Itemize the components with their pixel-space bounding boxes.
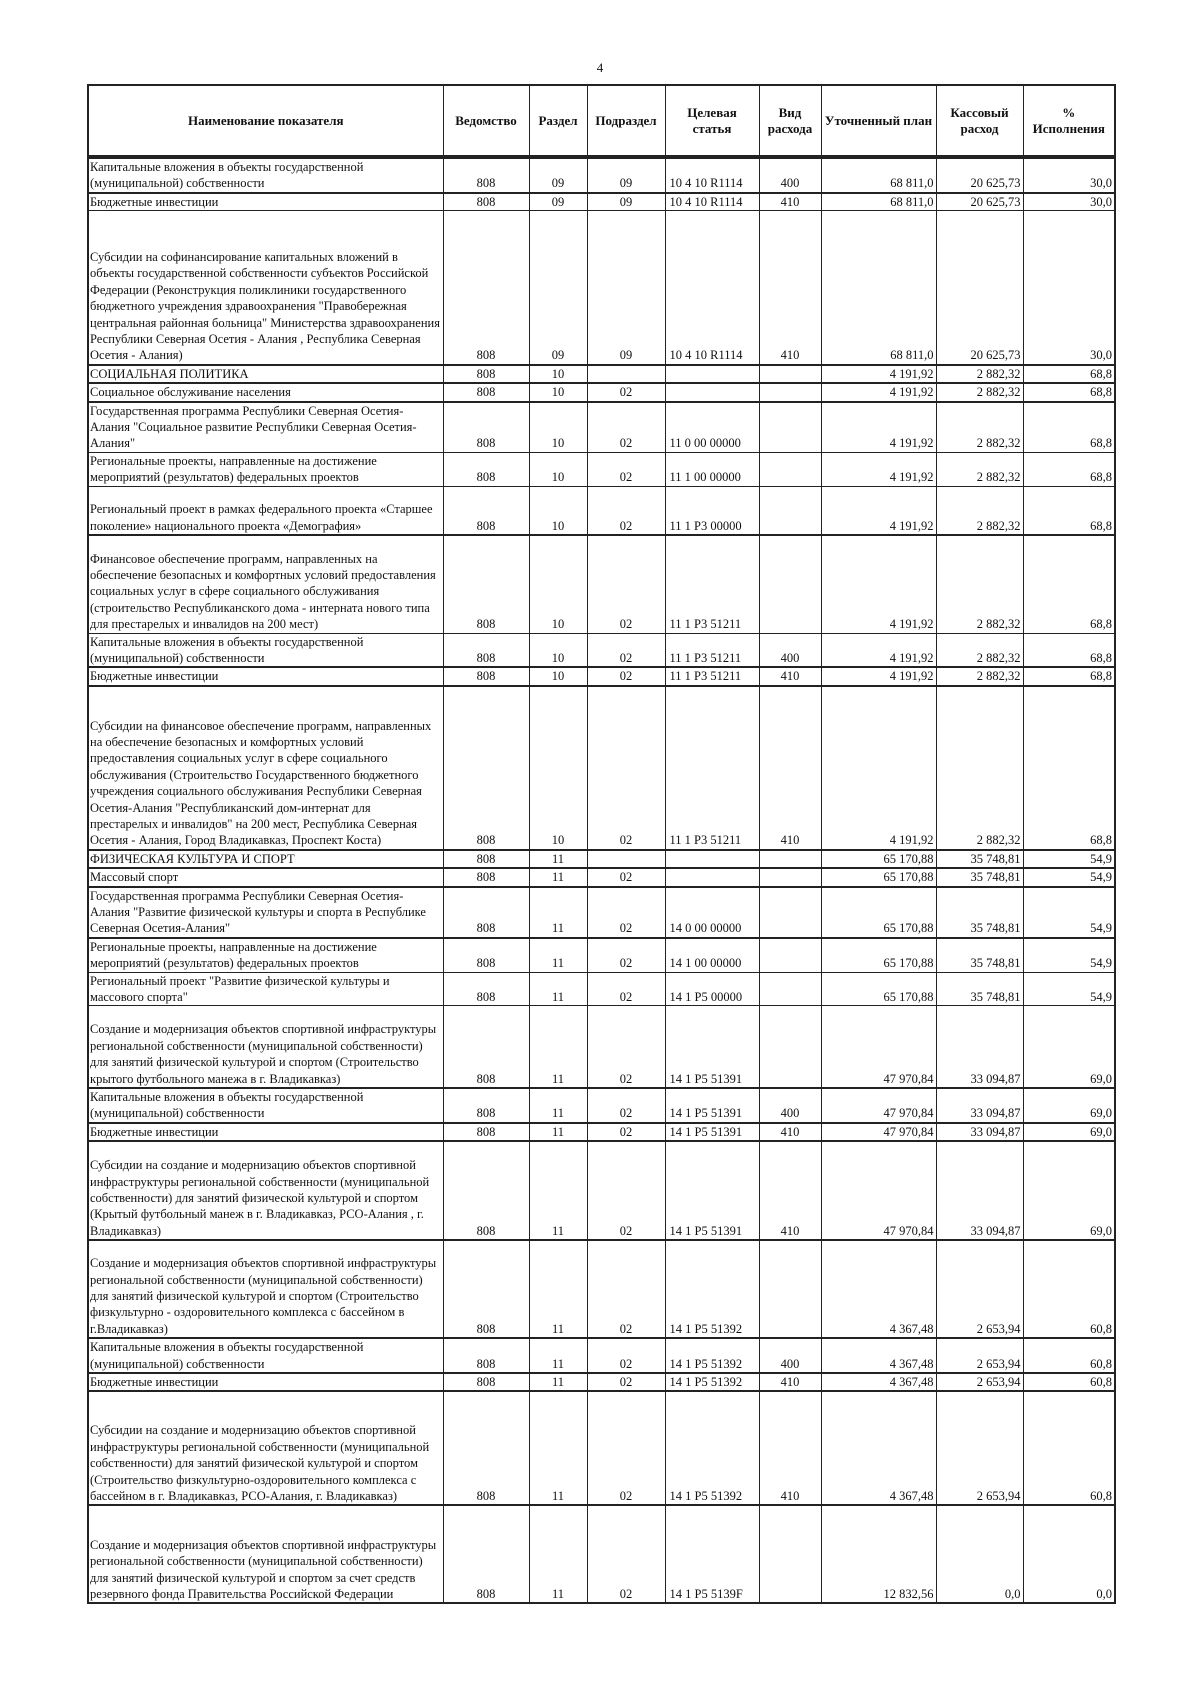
cell-plan: 65 170,88	[821, 850, 936, 868]
cell-dept: 808	[443, 667, 529, 685]
cell-dept: 808	[443, 535, 529, 633]
cell-name: Социальное обслуживание населения	[88, 383, 443, 401]
cell-dept: 808	[443, 1338, 529, 1373]
cell-section: 11	[529, 887, 587, 938]
cell-kind: 410	[759, 667, 821, 685]
cell-subsection: 02	[587, 1373, 665, 1391]
cell-spent: 33 094,87	[936, 1088, 1023, 1123]
cell-dept: 808	[443, 1088, 529, 1123]
cell-target: 11 1 P3 51211	[665, 686, 759, 850]
cell-dept: 808	[443, 1505, 529, 1603]
cell-section: 09	[529, 193, 587, 211]
cell-dept: 808	[443, 868, 529, 886]
cell-section: 11	[529, 1141, 587, 1240]
cell-kind: 410	[759, 686, 821, 850]
cell-subsection: 02	[587, 633, 665, 667]
cell-dept: 808	[443, 402, 529, 453]
cell-target: 11 1 00 00000	[665, 452, 759, 486]
cell-section: 10	[529, 633, 587, 667]
cell-kind: 400	[759, 633, 821, 667]
cell-name: Бюджетные инвестиции	[88, 667, 443, 685]
cell-section: 11	[529, 972, 587, 1006]
cell-dept: 808	[443, 193, 529, 211]
table-row	[88, 1391, 1115, 1505]
cell-name: Субсидии на финансовое обеспечение программ, направленных на обеспечение безопасных и комфортных условий предоставления социальных услуг в сфере социального обслуживания (Строительство Государственного бюджетного учреждения социального обслуживания Республики Северная Осетия-Алания "Республиканский дом-интернат для престарелых и инвалидов" на 200 мест, Республика Северная Осетия - Алания, Город Владикавказ, Проспект Коста)	[88, 686, 443, 850]
cell-pct: 69,0	[1023, 1006, 1115, 1088]
table-row	[88, 1088, 1115, 1123]
cell-pct: 60,8	[1023, 1391, 1115, 1505]
cell-kind	[759, 486, 821, 535]
cell-section: 10	[529, 365, 587, 383]
cell-target	[665, 868, 759, 886]
cell-name: Субсидии на создание и модернизацию объектов спортивной инфраструктуры региональной собственности (муниципальной собственности) для занятий физической культурой и спортом (Крытый футбольный манеж в г. Владикавказ, РСО-Алания , г. Владикавказ)	[88, 1141, 443, 1240]
cell-kind: 400	[759, 157, 821, 193]
cell-section: 11	[529, 868, 587, 886]
cell-subsection: 09	[587, 157, 665, 193]
header-kind: Вид расхода	[759, 85, 821, 157]
table-row	[88, 1240, 1115, 1338]
cell-pct: 60,8	[1023, 1240, 1115, 1338]
cell-dept: 808	[443, 1141, 529, 1240]
table-row	[88, 535, 1115, 633]
cell-dept: 808	[443, 686, 529, 850]
cell-name: Государственная программа Республики Северная Осетия-Алания "Социальное развитие Республики Северная Осетия-Алания"	[88, 402, 443, 453]
cell-section: 11	[529, 1088, 587, 1123]
cell-spent: 2 882,32	[936, 452, 1023, 486]
cell-section: 11	[529, 1240, 587, 1338]
cell-pct: 30,0	[1023, 211, 1115, 365]
cell-name: Субсидии на создание и модернизацию объектов спортивной инфраструктуры региональной собственности (муниципальной собственности) для занятий физической культурой и спортом (Строительство физкультурно-оздоровительного комплекса с бассейном в г. Владикавказ, РСО-Алания, г. Владикавказ)	[88, 1391, 443, 1505]
cell-spent: 2 653,94	[936, 1240, 1023, 1338]
cell-subsection: 02	[587, 887, 665, 938]
table-row	[88, 211, 1115, 365]
cell-target	[665, 850, 759, 868]
table-row	[88, 868, 1115, 886]
cell-target	[665, 383, 759, 401]
cell-name: Бюджетные инвестиции	[88, 1373, 443, 1391]
cell-kind: 410	[759, 1141, 821, 1240]
cell-spent: 2 882,32	[936, 686, 1023, 850]
cell-spent: 33 094,87	[936, 1123, 1023, 1141]
cell-target: 14 1 00 00000	[665, 938, 759, 972]
cell-spent: 2 653,94	[936, 1338, 1023, 1373]
cell-spent: 33 094,87	[936, 1141, 1023, 1240]
table-row	[88, 452, 1115, 486]
cell-subsection: 02	[587, 1006, 665, 1088]
cell-plan: 12 832,56	[821, 1505, 936, 1603]
cell-dept: 808	[443, 887, 529, 938]
cell-subsection: 02	[587, 972, 665, 1006]
cell-name: Создание и модернизация объектов спортивной инфраструктуры региональной собственности (муниципальной собственности) для занятий физической культурой и спортом (Строительство физкультурно - оздоровительного комплекса с бассейном в г.Владикавказ)	[88, 1240, 443, 1338]
cell-plan: 65 170,88	[821, 887, 936, 938]
cell-kind: 410	[759, 193, 821, 211]
cell-dept: 808	[443, 850, 529, 868]
cell-spent: 35 748,81	[936, 972, 1023, 1006]
cell-subsection: 02	[587, 938, 665, 972]
cell-pct: 68,8	[1023, 667, 1115, 685]
cell-dept: 808	[443, 365, 529, 383]
cell-spent: 2 653,94	[936, 1373, 1023, 1391]
cell-pct: 68,8	[1023, 383, 1115, 401]
cell-plan: 65 170,88	[821, 938, 936, 972]
cell-section: 10	[529, 686, 587, 850]
cell-kind	[759, 1505, 821, 1603]
cell-spent: 2 882,32	[936, 486, 1023, 535]
cell-section: 09	[529, 211, 587, 365]
cell-section: 11	[529, 1505, 587, 1603]
cell-kind	[759, 452, 821, 486]
cell-name: Создание и модернизация объектов спортивной инфраструктуры региональной собственности (муниципальной собственности) для занятий физической культурой и спортом (Строительство крытого футбольного манежа в г. Владикавказ)	[88, 1006, 443, 1088]
cell-section: 10	[529, 383, 587, 401]
cell-target: 14 1 P5 51391	[665, 1141, 759, 1240]
cell-spent: 2 653,94	[936, 1391, 1023, 1505]
table-header	[88, 85, 1115, 157]
cell-spent: 20 625,73	[936, 193, 1023, 211]
cell-pct: 0,0	[1023, 1505, 1115, 1603]
cell-pct: 30,0	[1023, 157, 1115, 193]
cell-dept: 808	[443, 1391, 529, 1505]
table-row	[88, 686, 1115, 850]
cell-plan: 47 970,84	[821, 1088, 936, 1123]
cell-target: 14 1 P5 51391	[665, 1088, 759, 1123]
cell-kind: 410	[759, 1373, 821, 1391]
table-row	[88, 887, 1115, 938]
cell-name: Финансовое обеспечение программ, направленных на обеспечение безопасных и комфортных условий предоставления социальных услуг в сфере социального обслуживания (строительство Республиканского дома - интерната нового типа для престарелых и инвалидов на 200 мест)	[88, 535, 443, 633]
header-target: Целевая статья	[665, 85, 759, 157]
cell-pct: 30,0	[1023, 193, 1115, 211]
cell-plan: 47 970,84	[821, 1006, 936, 1088]
cell-subsection: 02	[587, 686, 665, 850]
cell-section: 11	[529, 1373, 587, 1391]
cell-dept: 808	[443, 383, 529, 401]
cell-name: Создание и модернизация объектов спортивной инфраструктуры региональной собственности (муниципальной собственности) для занятий физической культурой и спортом за счет средств резервного фонда Правительства Российской Федерации	[88, 1505, 443, 1603]
cell-kind	[759, 868, 821, 886]
cell-pct: 68,8	[1023, 686, 1115, 850]
cell-section: 10	[529, 402, 587, 453]
cell-name: ФИЗИЧЕСКАЯ КУЛЬТУРА И СПОРТ	[88, 850, 443, 868]
cell-target: 14 1 P5 00000	[665, 972, 759, 1006]
cell-section: 10	[529, 667, 587, 685]
cell-kind: 410	[759, 1123, 821, 1141]
table-row	[88, 1006, 1115, 1088]
cell-pct: 68,8	[1023, 633, 1115, 667]
cell-subsection: 02	[587, 1505, 665, 1603]
cell-target	[665, 365, 759, 383]
cell-pct: 69,0	[1023, 1141, 1115, 1240]
cell-dept: 808	[443, 1006, 529, 1088]
cell-name: Бюджетные инвестиции	[88, 193, 443, 211]
table-row	[88, 157, 1115, 193]
cell-plan: 65 170,88	[821, 868, 936, 886]
cell-kind	[759, 365, 821, 383]
header-row	[88, 85, 1115, 157]
cell-plan: 4 191,92	[821, 667, 936, 685]
cell-kind	[759, 383, 821, 401]
cell-plan: 4 191,92	[821, 633, 936, 667]
cell-name: Региональный проект в рамках федерального проекта «Старшее поколение» национального проекта «Демография»	[88, 486, 443, 535]
cell-plan: 4 191,92	[821, 486, 936, 535]
table-row	[88, 365, 1115, 383]
cell-subsection: 02	[587, 402, 665, 453]
header-spent: Кассовый расход	[936, 85, 1023, 157]
header-name: Наименование показателя	[88, 85, 443, 157]
cell-spent: 35 748,81	[936, 850, 1023, 868]
cell-plan: 47 970,84	[821, 1123, 936, 1141]
cell-spent: 33 094,87	[936, 1006, 1023, 1088]
cell-pct: 60,8	[1023, 1373, 1115, 1391]
cell-target: 11 1 P3 51211	[665, 667, 759, 685]
header-subsection: Подраздел	[587, 85, 665, 157]
cell-name: Региональные проекты, направленные на достижение мероприятий (результатов) федеральных проектов	[88, 452, 443, 486]
cell-pct: 54,9	[1023, 850, 1115, 868]
cell-section: 09	[529, 157, 587, 193]
cell-plan: 65 170,88	[821, 972, 936, 1006]
cell-section: 10	[529, 486, 587, 535]
table-row	[88, 850, 1115, 868]
table-row	[88, 486, 1115, 535]
cell-plan: 4 191,92	[821, 383, 936, 401]
cell-target: 14 1 P5 51391	[665, 1123, 759, 1141]
cell-target: 11 1 P3 00000	[665, 486, 759, 535]
cell-pct: 69,0	[1023, 1123, 1115, 1141]
cell-kind	[759, 535, 821, 633]
cell-section: 11	[529, 938, 587, 972]
cell-target: 11 1 P3 51211	[665, 535, 759, 633]
cell-subsection: 02	[587, 486, 665, 535]
cell-spent: 35 748,81	[936, 938, 1023, 972]
cell-spent: 0,0	[936, 1505, 1023, 1603]
cell-name: Капитальные вложения в объекты государственной (муниципальной) собственности	[88, 1338, 443, 1373]
cell-name: Региональный проект "Развитие физической культуры и массового спорта"	[88, 972, 443, 1006]
cell-plan: 4 367,48	[821, 1338, 936, 1373]
cell-name: Региональные проекты, направленные на достижение мероприятий (результатов) федеральных проектов	[88, 938, 443, 972]
cell-section: 11	[529, 1338, 587, 1373]
cell-target: 14 1 P5 51391	[665, 1006, 759, 1088]
cell-subsection: 02	[587, 1391, 665, 1505]
cell-name: Капитальные вложения в объекты государственной (муниципальной) собственности	[88, 633, 443, 667]
cell-name: Капитальные вложения в объекты государственной (муниципальной) собственности	[88, 157, 443, 193]
cell-spent: 2 882,32	[936, 667, 1023, 685]
cell-pct: 54,9	[1023, 887, 1115, 938]
cell-plan: 4 191,92	[821, 686, 936, 850]
table-row	[88, 1123, 1115, 1141]
budget-table	[87, 84, 1116, 1604]
cell-plan: 4 367,48	[821, 1240, 936, 1338]
cell-dept: 808	[443, 211, 529, 365]
cell-kind	[759, 887, 821, 938]
cell-kind	[759, 850, 821, 868]
cell-subsection: 02	[587, 535, 665, 633]
cell-target: 10 4 10 R1114	[665, 211, 759, 365]
cell-target: 14 0 00 00000	[665, 887, 759, 938]
table-row	[88, 1505, 1115, 1603]
cell-target: 14 1 P5 51392	[665, 1338, 759, 1373]
table-row	[88, 402, 1115, 453]
table-body	[88, 157, 1115, 1603]
cell-spent: 2 882,32	[936, 535, 1023, 633]
cell-section: 11	[529, 1006, 587, 1088]
cell-pct: 69,0	[1023, 1088, 1115, 1123]
cell-spent: 35 748,81	[936, 887, 1023, 938]
cell-plan: 4 191,92	[821, 535, 936, 633]
cell-spent: 35 748,81	[936, 868, 1023, 886]
cell-subsection: 02	[587, 868, 665, 886]
cell-name: Бюджетные инвестиции	[88, 1123, 443, 1141]
cell-name: Субсидии на софинансирование капитальных вложений в объекты государственной собственности субъектов Российской Федерации (Реконструкция поликлиники государственного бюджетного учреждения здравоохранения "Правобережная центральная районная больница" Министерства здравоохранения Республики Северная Осетия - Алания , Республика Северная Осетия - Алания)	[88, 211, 443, 365]
cell-dept: 808	[443, 157, 529, 193]
cell-pct: 68,8	[1023, 486, 1115, 535]
header-plan: Уточненный план	[821, 85, 936, 157]
table-row	[88, 1373, 1115, 1391]
cell-kind	[759, 938, 821, 972]
cell-spent: 2 882,32	[936, 365, 1023, 383]
cell-subsection: 02	[587, 1240, 665, 1338]
cell-spent: 20 625,73	[936, 157, 1023, 193]
cell-subsection	[587, 365, 665, 383]
cell-name: Капитальные вложения в объекты государственной (муниципальной) собственности	[88, 1088, 443, 1123]
cell-kind	[759, 1240, 821, 1338]
cell-name: СОЦИАЛЬНАЯ ПОЛИТИКА	[88, 365, 443, 383]
cell-subsection: 02	[587, 1338, 665, 1373]
header-dept: Ведомство	[443, 85, 529, 157]
cell-dept: 808	[443, 1123, 529, 1141]
table-row	[88, 667, 1115, 685]
cell-plan: 4 191,92	[821, 365, 936, 383]
cell-dept: 808	[443, 633, 529, 667]
cell-kind	[759, 402, 821, 453]
cell-subsection: 02	[587, 452, 665, 486]
cell-target: 11 1 P3 51211	[665, 633, 759, 667]
cell-plan: 68 811,0	[821, 193, 936, 211]
cell-subsection: 02	[587, 1141, 665, 1240]
cell-target: 14 1 P5 51392	[665, 1391, 759, 1505]
cell-plan: 4 367,48	[821, 1373, 936, 1391]
cell-section: 11	[529, 1391, 587, 1505]
cell-kind: 400	[759, 1338, 821, 1373]
cell-subsection: 02	[587, 383, 665, 401]
cell-kind	[759, 1006, 821, 1088]
cell-dept: 808	[443, 1240, 529, 1338]
cell-kind: 410	[759, 211, 821, 365]
cell-spent: 20 625,73	[936, 211, 1023, 365]
table-row	[88, 1338, 1115, 1373]
table-row	[88, 972, 1115, 1006]
page-number: 4	[596, 60, 604, 75]
table-row	[88, 383, 1115, 401]
cell-plan: 4 191,92	[821, 452, 936, 486]
cell-pct: 68,8	[1023, 402, 1115, 453]
cell-plan: 68 811,0	[821, 211, 936, 365]
cell-kind	[759, 972, 821, 1006]
table-row	[88, 193, 1115, 211]
cell-pct: 68,8	[1023, 365, 1115, 383]
table-row	[88, 633, 1115, 667]
cell-target: 10 4 10 R1114	[665, 157, 759, 193]
cell-subsection	[587, 850, 665, 868]
cell-section: 10	[529, 452, 587, 486]
cell-subsection: 02	[587, 1123, 665, 1141]
cell-pct: 54,9	[1023, 972, 1115, 1006]
cell-pct: 68,8	[1023, 535, 1115, 633]
cell-target: 11 0 00 00000	[665, 402, 759, 453]
cell-name: Государственная программа Республики Северная Осетия-Алания "Развитие физической культуры и спорта в Республике Северная Осетия-Алания"	[88, 887, 443, 938]
cell-dept: 808	[443, 972, 529, 1006]
table-row	[88, 938, 1115, 972]
cell-pct: 54,9	[1023, 938, 1115, 972]
header-section: Раздел	[529, 85, 587, 157]
cell-dept: 808	[443, 1373, 529, 1391]
cell-dept: 808	[443, 486, 529, 535]
cell-plan: 4 191,92	[821, 402, 936, 453]
cell-section: 10	[529, 535, 587, 633]
cell-kind: 410	[759, 1391, 821, 1505]
cell-subsection: 02	[587, 1088, 665, 1123]
cell-dept: 808	[443, 938, 529, 972]
cell-pct: 54,9	[1023, 868, 1115, 886]
cell-spent: 2 882,32	[936, 633, 1023, 667]
cell-pct: 60,8	[1023, 1338, 1115, 1373]
cell-subsection: 09	[587, 211, 665, 365]
cell-target: 14 1 P5 5139F	[665, 1505, 759, 1603]
cell-spent: 2 882,32	[936, 402, 1023, 453]
cell-section: 11	[529, 1123, 587, 1141]
cell-plan: 68 811,0	[821, 157, 936, 193]
cell-section: 11	[529, 850, 587, 868]
cell-target: 10 4 10 R1114	[665, 193, 759, 211]
cell-target: 14 1 P5 51392	[665, 1240, 759, 1338]
cell-pct: 68,8	[1023, 452, 1115, 486]
cell-subsection: 09	[587, 193, 665, 211]
cell-dept: 808	[443, 452, 529, 486]
cell-plan: 47 970,84	[821, 1141, 936, 1240]
cell-kind: 400	[759, 1088, 821, 1123]
cell-target: 14 1 P5 51392	[665, 1373, 759, 1391]
cell-name: Массовый спорт	[88, 868, 443, 886]
cell-subsection: 02	[587, 667, 665, 685]
cell-spent: 2 882,32	[936, 383, 1023, 401]
cell-plan: 4 367,48	[821, 1391, 936, 1505]
table-row	[88, 1141, 1115, 1240]
header-pct: % Исполнения	[1023, 85, 1115, 157]
